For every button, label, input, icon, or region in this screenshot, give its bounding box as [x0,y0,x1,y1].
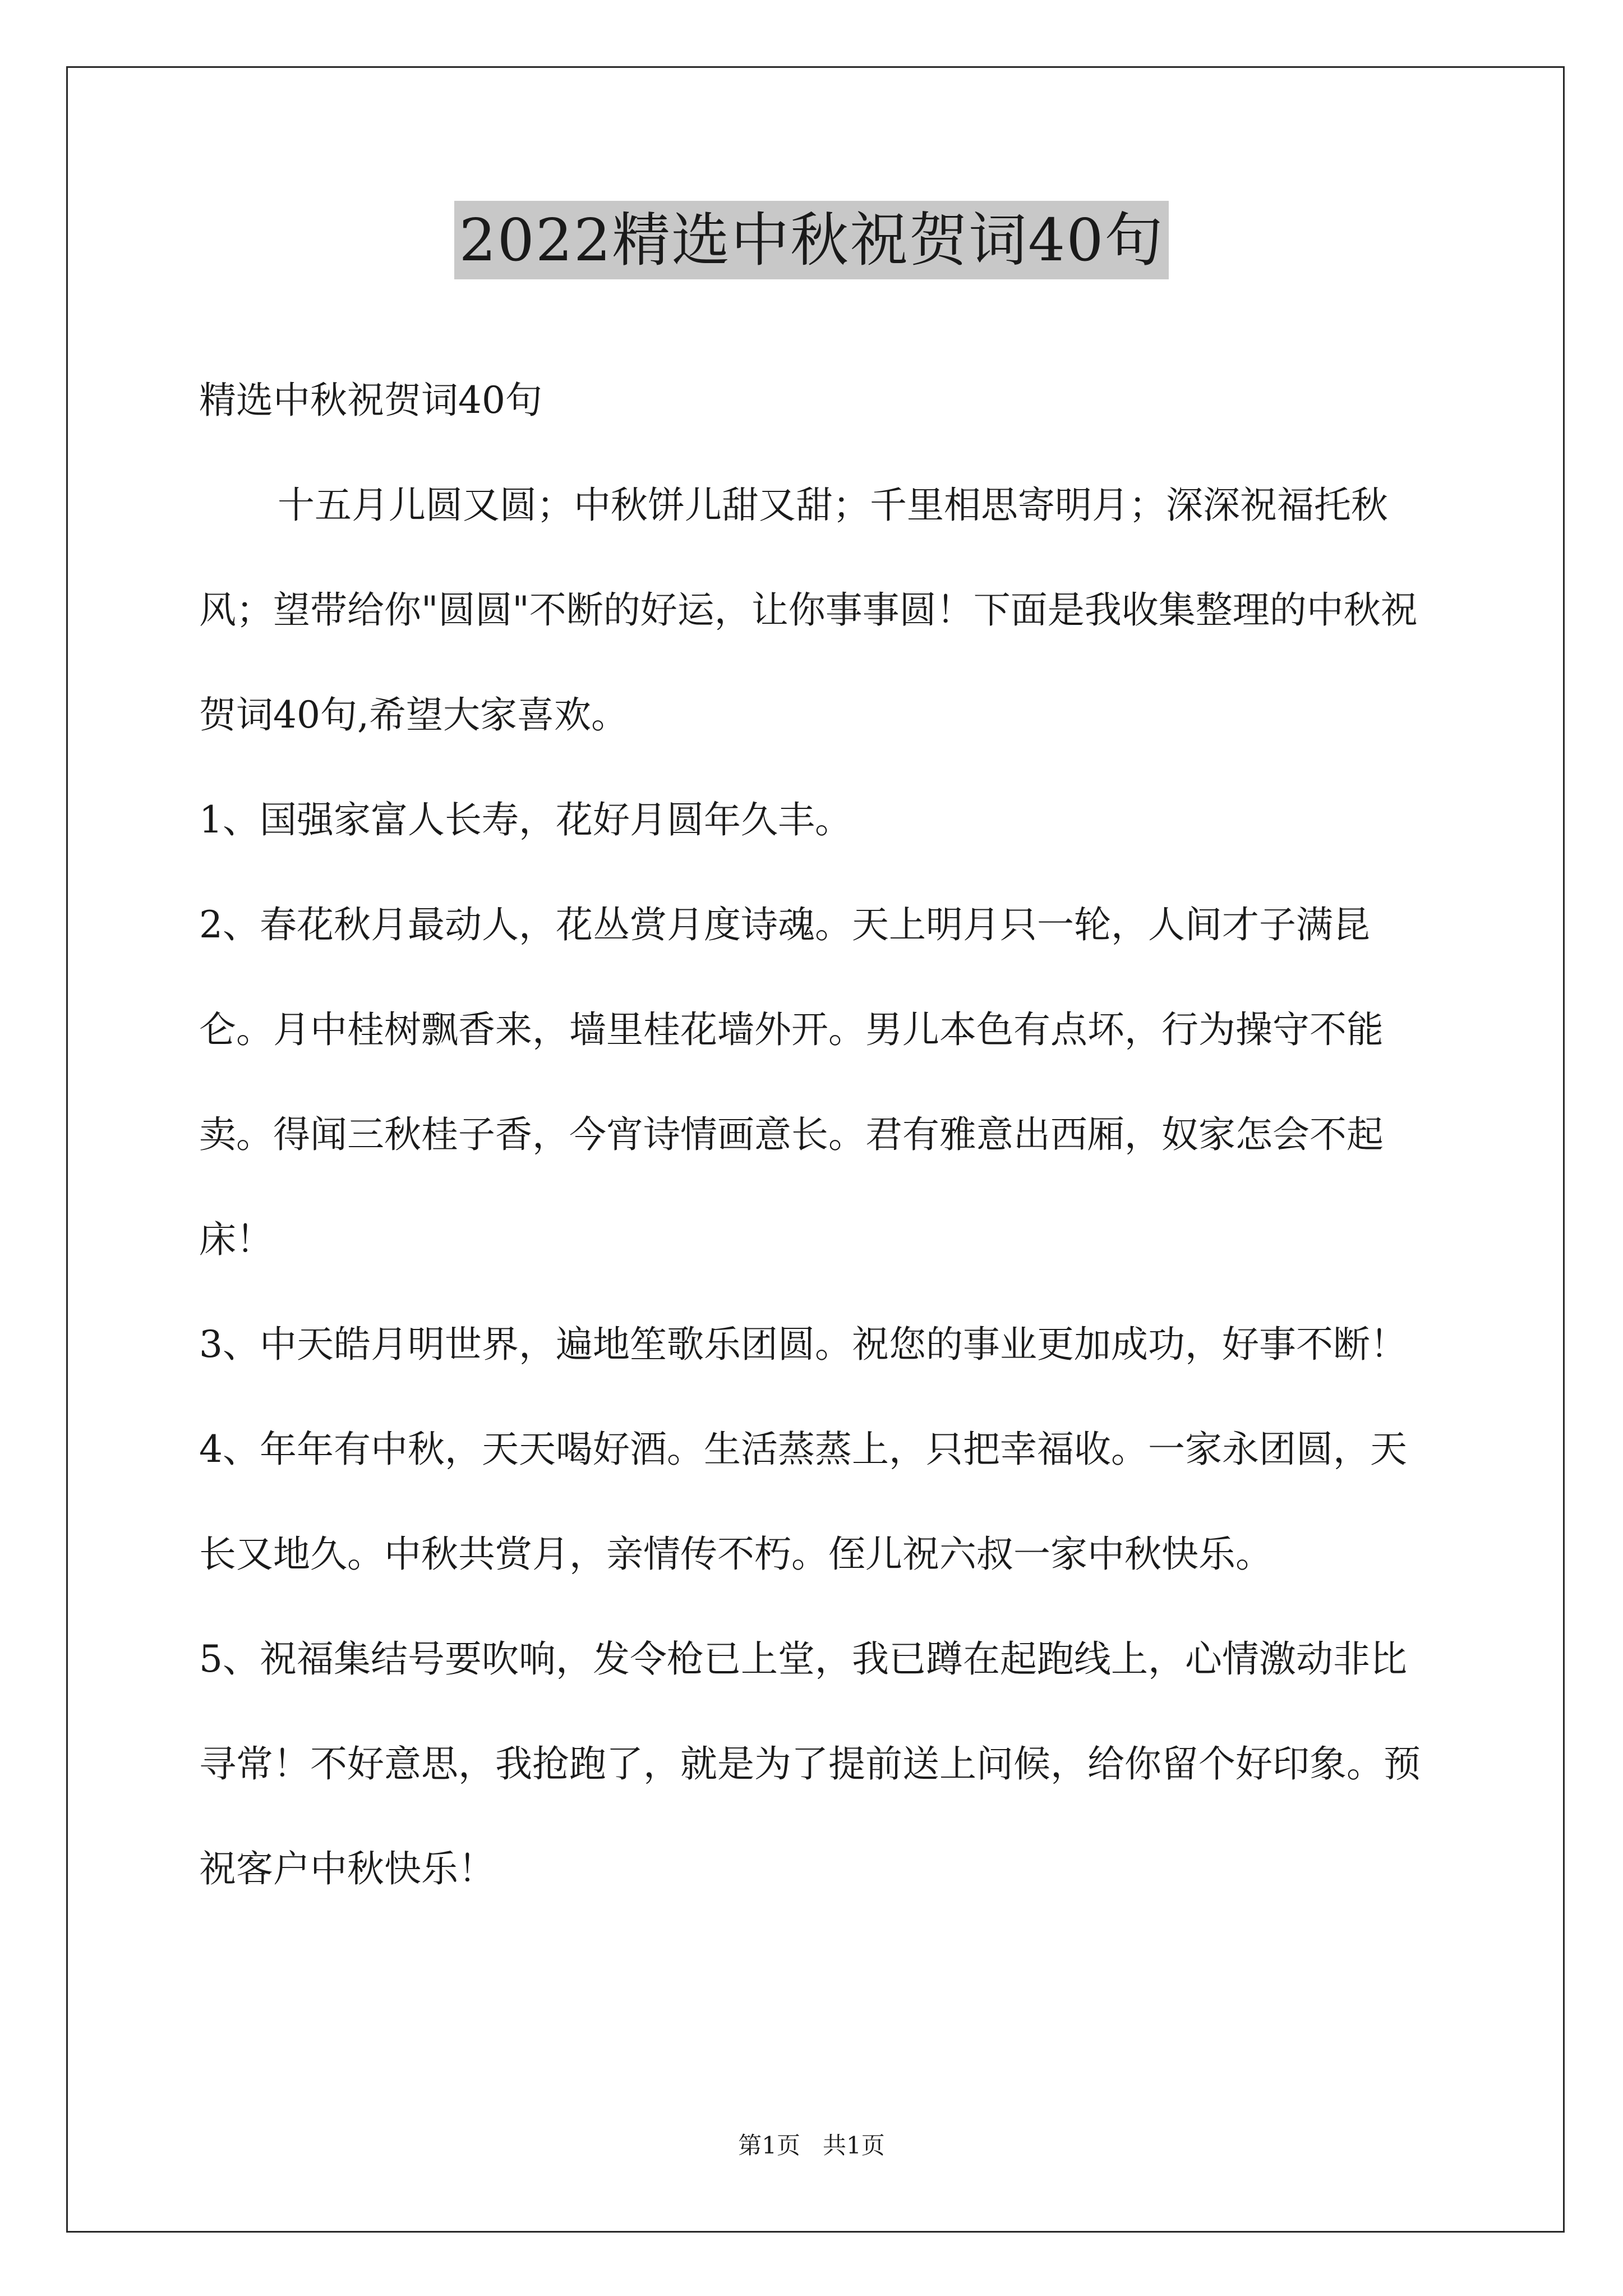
title-container [0,201,1623,279]
list-item: 3、中天皓月明世界，遍地笙歌乐团圆。祝您的事业更加成功，好事不断！ [199,1323,1407,1366]
subtitle: 精选中秋祝贺词40句 [199,379,542,422]
document-title: 2022精选中秋祝贺词40句 [454,201,1168,279]
document-body [199,348,1433,1921]
list-item: 5、祝福集结号要吹响，发令枪已上堂，我已蹲在起跑线上，心情激动非比寻常！不好意思，我抢跑了，就是为了提前送上问候，给你留个好印象。预祝客户中秋快乐！ [199,1637,1421,1890]
page-number: 第1页 [738,2132,800,2159]
intro-paragraph: 十五月儿圆又圆；中秋饼儿甜又甜；千里相思寄明月；深深祝福托秋风；望带给你"圆圆"不断的好运，让你事事圆！下面是我收集整理的中秋祝贺词40句,希望大家喜欢。 [199,484,1418,737]
page-footer [0,2129,1623,2162]
list-item: 1、国强家富人长寿，花好月圆年久丰。 [199,798,852,841]
list-item: 2、春花秋月最动人，花丛赏月度诗魂。天上明月只一轮，人间才子满昆仑。月中桂树飘香来，墙里桂花墙外开。男儿本色有点坏，行为操守不能卖。得闻三秋桂子香，今宵诗情画意长。君有雅意出西厢，奴家怎会不起床！ [199,903,1384,1261]
list-item: 4、年年有中秋，天天喝好酒。生活蒸蒸上，只把幸福收。一家永团圆，天长又地久。中秋共赏月，亲情传不朽。侄儿祝六叔一家中秋快乐。 [199,1428,1407,1576]
page-total: 共1页 [823,2132,885,2159]
